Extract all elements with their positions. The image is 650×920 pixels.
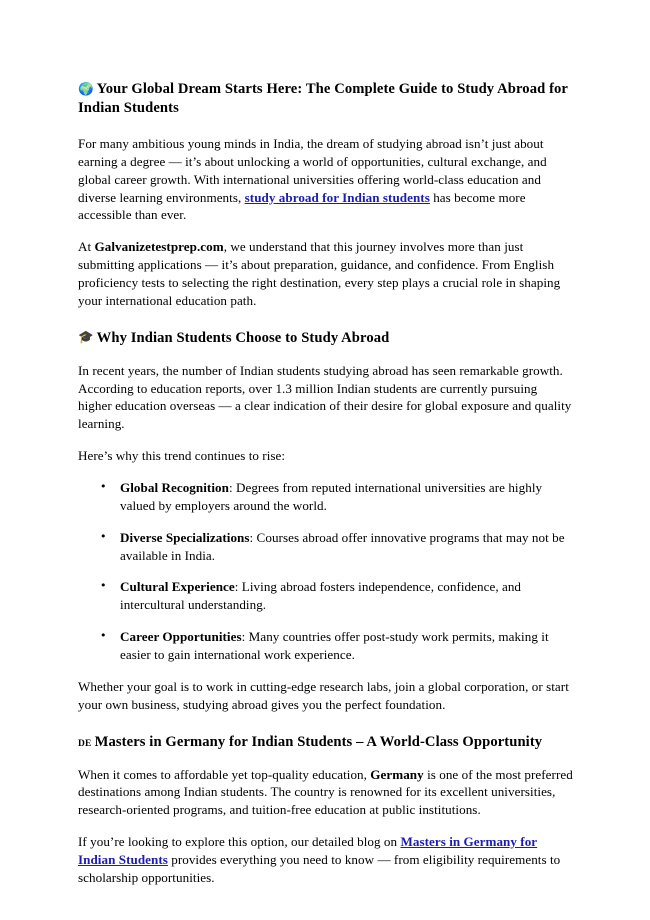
germany-paragraph	[78, 766, 573, 820]
page-title	[78, 80, 573, 118]
germany-text-b: is one of the most preferred destinations among Indian students. The country is renowned for its excellent universities, research-oriented programs, and tuition-free education at public institutions.	[78, 766, 573, 818]
germany-text-a: When it comes to affordable yet top-quality education,	[78, 766, 371, 782]
list-item-label: Cultural Experience	[120, 579, 235, 595]
spacer	[78, 310, 573, 329]
intro-paragraph	[78, 135, 573, 224]
heading-why-study-abroad	[78, 329, 573, 348]
trend-lead-in: Here’s why this trend continues to rise:	[78, 448, 286, 464]
globe-icon: 🌍	[78, 80, 94, 96]
heading-masters-germany-text: Masters in Germany for Indian Students – A World-Class Opportunity	[94, 733, 543, 750]
list-item-separator: :	[249, 529, 254, 545]
reasons-list	[78, 479, 573, 664]
spacer	[78, 819, 573, 833]
foundation-paragraph: Whether your goal is to work in cutting-edge research labs, join a global corporation, or start your own business, studying abroad gives you the perfect foundation.	[78, 678, 569, 712]
brand-text-a: At	[78, 239, 95, 255]
germany-blog-paragraph	[78, 833, 573, 887]
list-item-label: Global Recognition	[120, 479, 229, 495]
spacer	[78, 224, 573, 238]
list-item	[78, 628, 573, 664]
list-item-separator: :	[241, 629, 246, 645]
spacer	[78, 118, 573, 135]
list-item	[78, 479, 573, 515]
spacer	[78, 664, 573, 678]
germany-blog-text-a: If you’re looking to explore this option, our detailed blog on	[78, 834, 401, 850]
intro-text-b: has become more accessible than ever.	[78, 189, 526, 223]
spacer	[78, 348, 573, 362]
germany-blog-text-b: provides everything you need to know — from eligibility requirements to scholarship opportunities.	[78, 851, 561, 885]
list-item-label: Diverse Specializations	[120, 529, 250, 545]
bullet-icon: •	[100, 579, 107, 593]
germany-country-name: Germany	[370, 766, 424, 782]
brand-text-b: , we understand that this journey involves more than just submitting applications — it’s about preparation, guidance, and confidence. From English proficiency tests to selecting the right destination, every step plays a crucial role in shaping your international education path.	[78, 239, 561, 308]
heading-masters-germany	[78, 733, 573, 752]
heading-why-study-abroad-text: Why Indian Students Choose to Study Abroad	[96, 329, 390, 346]
brand-name: Galvanizetestprep.com	[94, 239, 224, 255]
list-item-text: Many countries offer post-study work permits, making it easier to gain international work experience.	[120, 629, 549, 662]
bullet-icon: •	[100, 629, 107, 643]
list-item	[78, 529, 573, 565]
list-item-separator: :	[228, 479, 233, 495]
germany-flag-icon: DE	[78, 738, 92, 749]
spacer	[78, 433, 573, 447]
graduation-cap-icon: 🎓	[78, 329, 94, 345]
list-item-text: Courses abroad offer innovative programs that may not be available in India.	[120, 529, 565, 563]
study-abroad-link[interactable]: study abroad for Indian students	[244, 189, 430, 205]
growth-paragraph: In recent years, the number of Indian students studying abroad has seen remarkable growth. According to education reports, over 1.3 million Indian students are currently pursuing higher education overseas — a clear indication of their desire for global exposure and quality learning.	[78, 362, 572, 432]
list-item	[78, 578, 573, 614]
document-body	[78, 80, 573, 887]
spacer	[78, 714, 573, 733]
bullet-icon: •	[100, 529, 107, 543]
page-title-text: Your Global Dream Starts Here: The Complete Guide to Study Abroad for Indian Students	[78, 81, 568, 116]
spacer	[78, 752, 573, 766]
intro-text-a: For many ambitious young minds in India, the dream of studying abroad isn’t just about earning a degree — it’s about unlocking a world of opportunities, cultural exchange, and global career growth. With international universities offering world-class education and diverse learning environments,	[78, 135, 547, 205]
list-item-separator: :	[234, 579, 239, 595]
list-item-label: Career Opportunities	[120, 629, 242, 645]
list-item-text: Degrees from reputed international universities are highly valued by employers around the world.	[120, 479, 543, 513]
bullet-icon: •	[100, 479, 107, 493]
list-item-text: Living abroad fosters independence, confidence, and intercultural understanding.	[120, 579, 522, 613]
brand-paragraph	[78, 238, 573, 309]
masters-germany-link[interactable]: Masters in Germany for Indian Students	[78, 834, 538, 867]
spacer	[78, 465, 573, 479]
